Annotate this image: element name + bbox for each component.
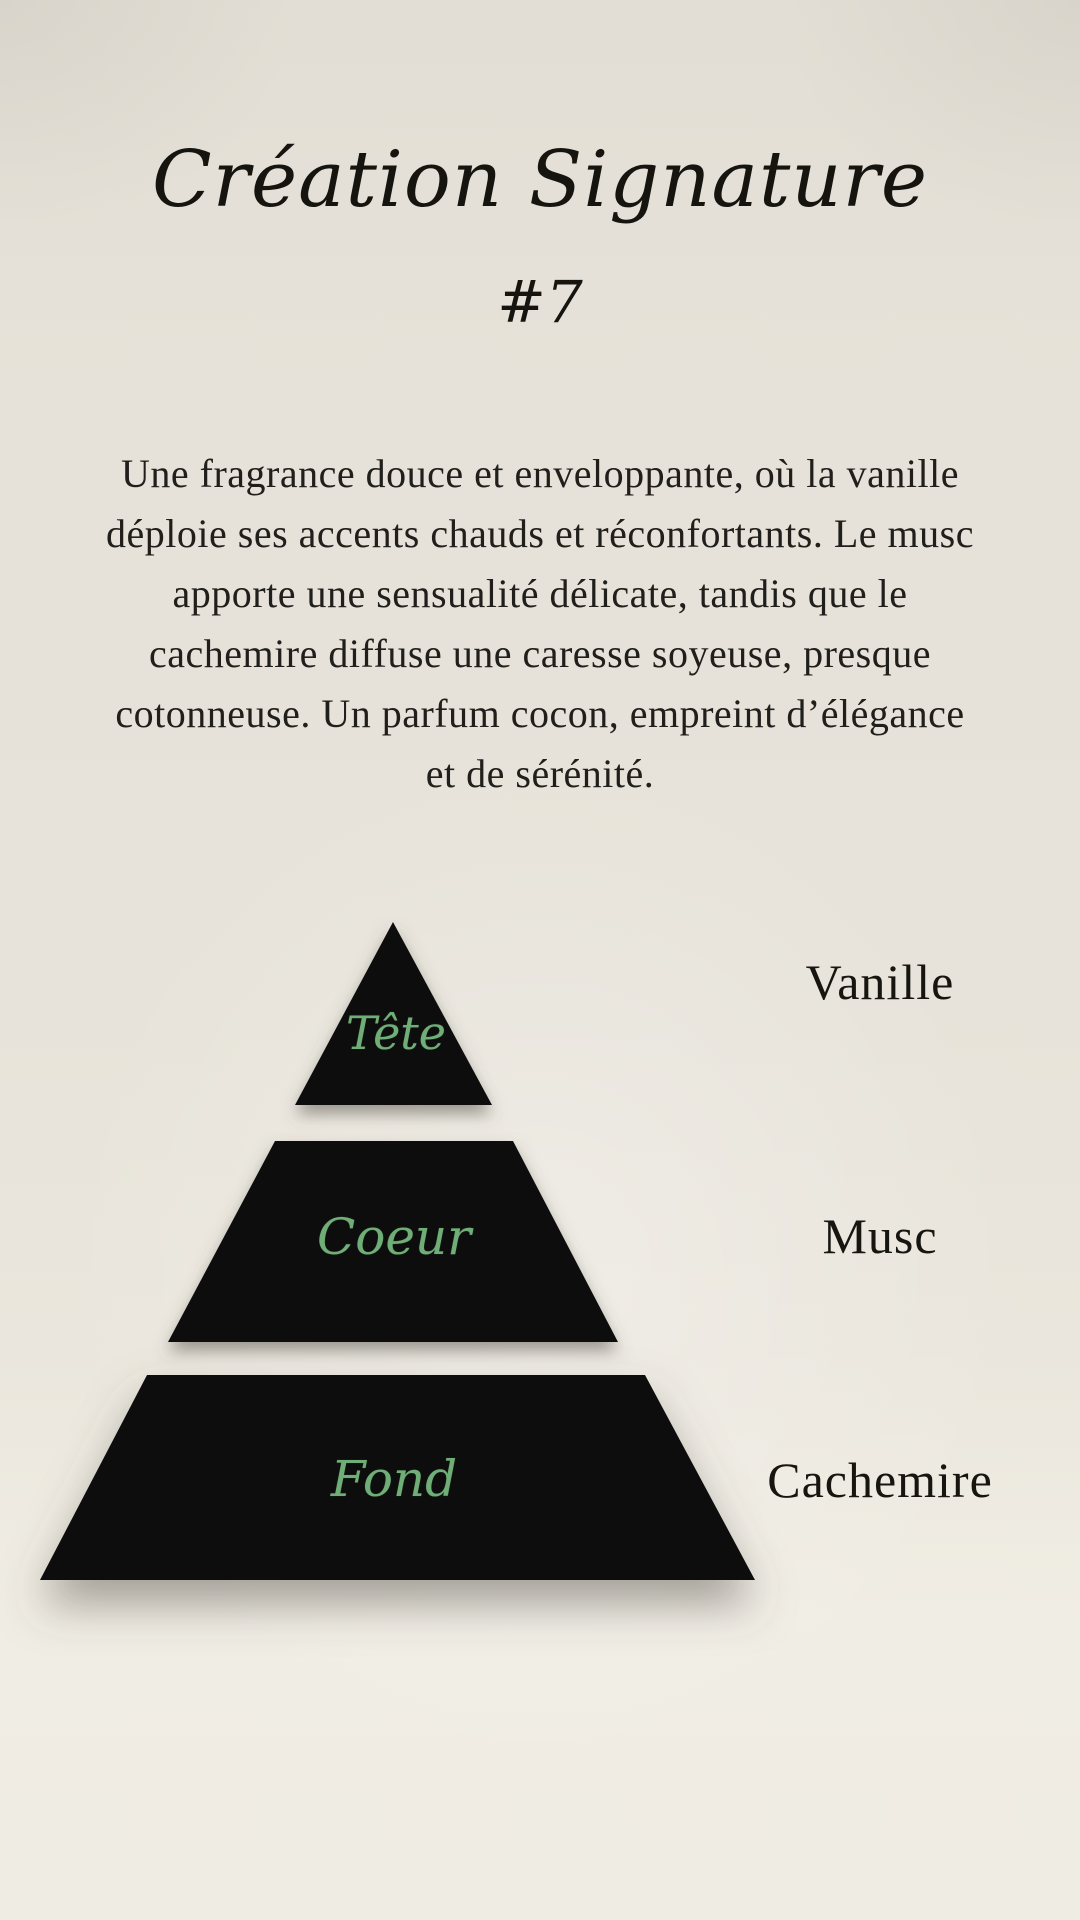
description-line: apporte une sensualité délicate, tandis que le — [172, 571, 908, 616]
page-title: Création Signature — [152, 135, 928, 225]
description-line: Une fragrance douce et enveloppante, où la vanille — [121, 451, 959, 496]
edition-number: #7 — [497, 268, 583, 336]
pyramid-middle-label: Coeur — [316, 1208, 472, 1266]
note-base-ingredient: Cachemire — [767, 1452, 993, 1508]
note-top-ingredient: Vanille — [805, 954, 955, 1010]
pyramid-top-label: Tête — [345, 1006, 447, 1060]
description-line: cachemire diffuse une caresse soyeuse, presque — [149, 631, 931, 676]
pyramid-base-label: Fond — [330, 1450, 458, 1508]
description-line: et de sérénité. — [425, 751, 655, 796]
description-line: cotonneuse. Un parfum cocon, empreint d’élégance — [115, 691, 965, 736]
note-middle-ingredient: Musc — [822, 1208, 938, 1264]
description-line: déploie ses accents chauds et réconfortants. Le musc — [106, 511, 974, 556]
